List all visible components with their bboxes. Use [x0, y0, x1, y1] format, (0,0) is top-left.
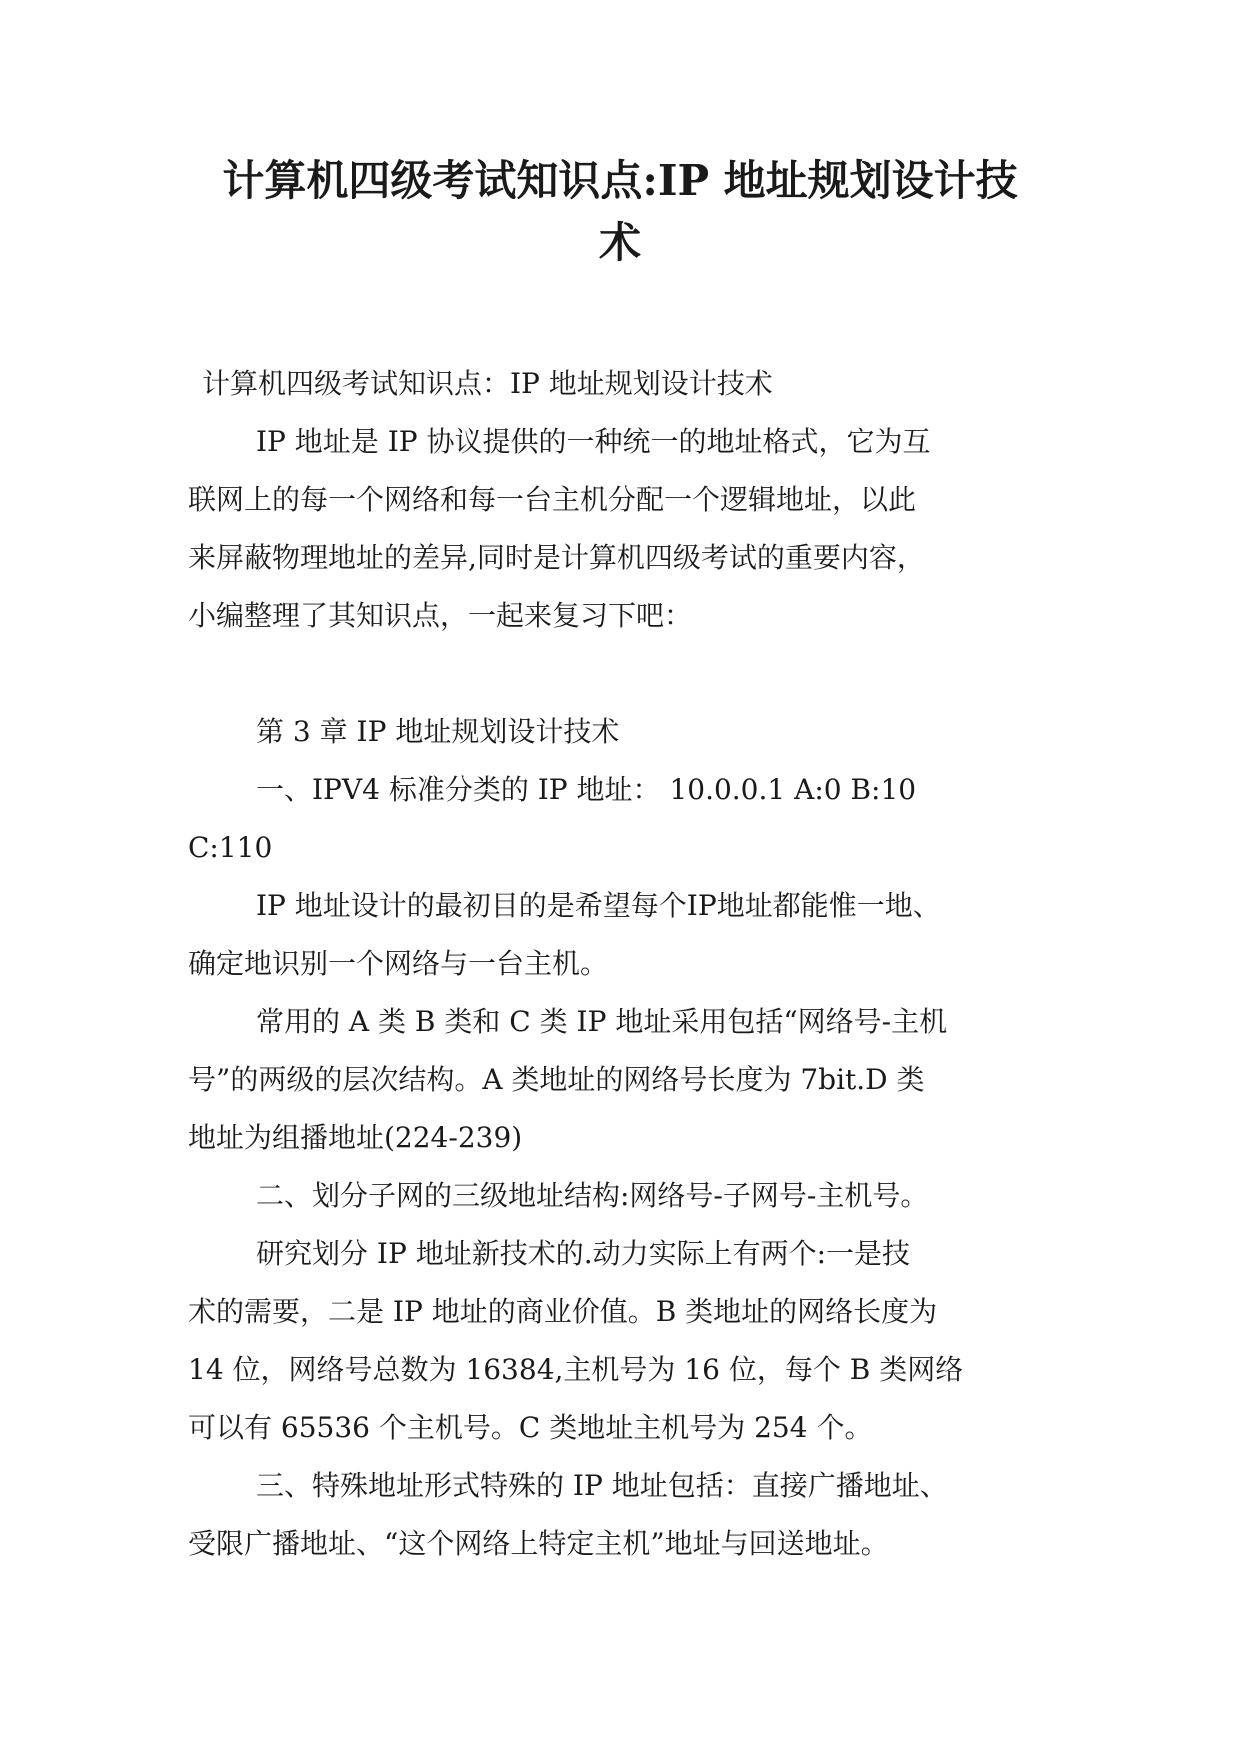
chapter-heading: 第 3 章 IP 地址规划设计技术 — [256, 715, 620, 748]
para-3-line: 14 位，网络号总数为 16384,主机号为 16 位，每个 B 类网络 — [188, 1353, 964, 1386]
document-title — [180, 150, 1060, 274]
intro-line: 小编整理了其知识点，一起来复习下吧： — [188, 599, 693, 632]
section-3-line: 受限广播地址、“这个网络上特定主机”地址与回送地址。 — [188, 1527, 889, 1560]
section-1-heading: 一、IPV4 标准分类的 IP 地址： 10.0.0.1 A:0 B:10 — [256, 773, 917, 806]
section-3-heading: 三、特殊地址形式特殊的 IP 地址包括：直接广播地址、 — [256, 1469, 948, 1502]
section-2-heading: 二、划分子网的三级地址结构:网络号-子网号-主机号。 — [256, 1179, 929, 1212]
para-3-line: 可以有 65536 个主机号。C 类地址主机号为 254 个。 — [188, 1411, 873, 1444]
intro-line: 联网上的每一个网络和每一台主机分配一个逻辑地址，以此 — [188, 483, 917, 516]
para-1-line: 确定地识别一个网络与一台主机。 — [188, 947, 609, 980]
para-2-line: 常用的 A 类 B 类和 C 类 IP 地址采用包括“网络号-主机 — [256, 1005, 948, 1038]
para-2-line: 号”的两级的层次结构。A 类地址的网络号长度为 7bit.D 类 — [188, 1063, 925, 1096]
para-3-line: 研究划分 IP 地址新技术的.动力实际上有两个:一是技 — [256, 1237, 911, 1270]
intro-line: 来屏蔽物理地址的差异,同时是计算机四级考试的重要内容， — [188, 541, 925, 574]
section-1-heading-cont: C:110 — [188, 831, 273, 864]
para-1-line: IP 地址设计的最初目的是希望每个IP地址都能惟一地、 — [256, 889, 941, 922]
document-body — [188, 355, 1050, 1573]
title-line-2: 术 — [598, 218, 641, 267]
para-3-line: 术的需要，二是 IP 地址的商业价值。B 类地址的网络长度为 — [188, 1295, 938, 1328]
title-line-1: 计算机四级考试知识点:IP 地址规划设计技 — [222, 156, 1018, 205]
intro-line: IP 地址是 IP 协议提供的一种统一的地址格式，它为互 — [256, 425, 931, 458]
subtitle: 计算机四级考试知识点：IP 地址规划设计技术 — [202, 367, 773, 400]
paragraph-gap — [188, 645, 1050, 703]
para-2-line: 地址为组播地址(224-239) — [188, 1121, 523, 1154]
